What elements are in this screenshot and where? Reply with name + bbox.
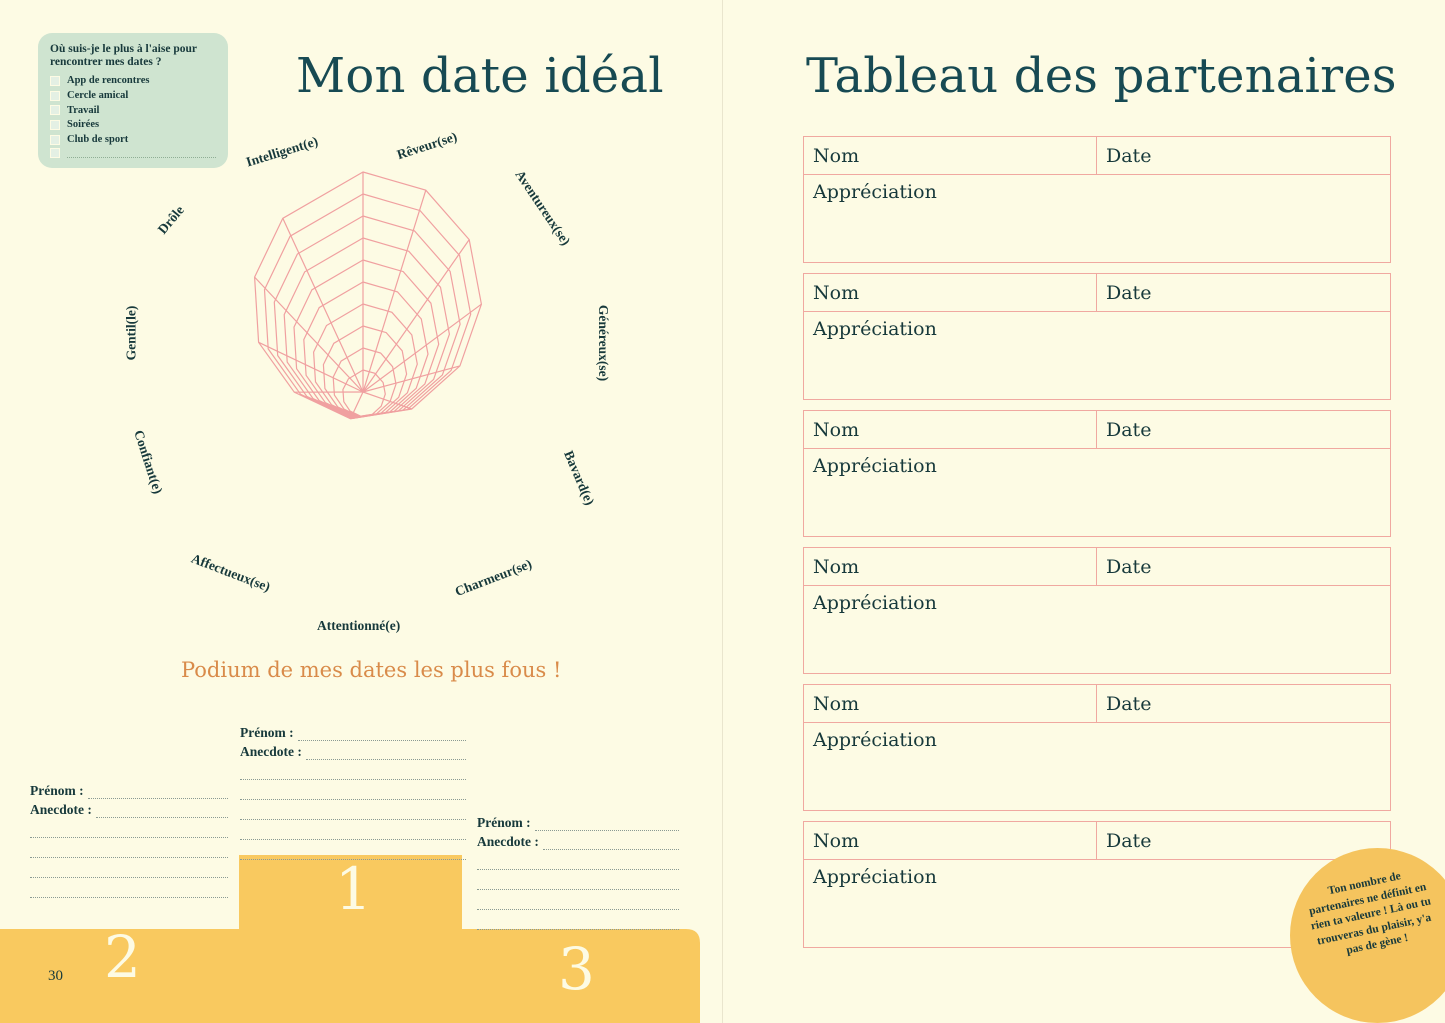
checklist-item-label: Cercle amical: [67, 90, 129, 102]
radar-axis-label-genereux: Généreux(se): [596, 304, 612, 382]
entry-anecdote-line[interactable]: [477, 870, 679, 890]
partner-card-header: [804, 274, 1390, 312]
page-title-right: Tableau des partenaires: [806, 48, 1397, 104]
entry-anecdote-line[interactable]: [30, 858, 228, 878]
radar-axis-label-attentionne: Attentionné(e): [317, 618, 401, 633]
entry-name-input[interactable]: [88, 784, 228, 799]
radar-axis-label-aventureux: Aventureux(se): [512, 167, 574, 249]
partner-card-header: [804, 822, 1390, 860]
partner-date-field[interactable]: Date: [1106, 829, 1152, 852]
entry-anecdote-line[interactable]: [30, 838, 228, 858]
entry-anecdote-row[interactable]: [30, 799, 228, 818]
entry-anecdote-label: Anecdote :: [30, 802, 92, 817]
checklist-item-label: Travail: [67, 104, 100, 116]
partner-card[interactable]: [803, 547, 1391, 674]
checklist-item-label: App de rencontres: [67, 75, 150, 87]
partner-date-field[interactable]: Date: [1106, 281, 1152, 304]
partner-appreciation-field[interactable]: Appréciation: [813, 181, 937, 203]
checkbox-icon[interactable]: [50, 120, 60, 130]
partner-card[interactable]: [803, 684, 1391, 811]
entry-anecdote-input[interactable]: [96, 803, 228, 818]
entry-anecdote-line[interactable]: [240, 760, 466, 780]
partner-date-field[interactable]: Date: [1106, 144, 1152, 167]
entry-name-label: Prénom :: [240, 725, 294, 740]
partner-name-field[interactable]: Nom: [804, 411, 1097, 448]
entry-name-row[interactable]: [477, 812, 679, 831]
radar-chart[interactable]: [95, 130, 655, 650]
partner-date-field[interactable]: Date: [1106, 418, 1152, 441]
partner-name-field[interactable]: Nom: [804, 822, 1097, 859]
page-title-left: Mon date idéal: [296, 48, 664, 104]
partner-name-field[interactable]: Nom: [804, 274, 1097, 311]
entry-anecdote-input[interactable]: [543, 835, 679, 850]
entry-anecdote-label: Anecdote :: [477, 834, 539, 849]
checkbox-icon[interactable]: [50, 91, 60, 101]
checkbox-icon[interactable]: [50, 76, 60, 86]
entry-name-row[interactable]: [30, 780, 228, 799]
partner-name-field[interactable]: Nom: [804, 685, 1097, 722]
radar-axis-label-gentil: Gentil(le): [123, 305, 139, 361]
partner-appreciation-field[interactable]: Appréciation: [813, 455, 937, 477]
checklist-item-label: Club de sport: [67, 133, 129, 145]
partner-card-header: [804, 411, 1390, 449]
checklist-item[interactable]: [50, 89, 216, 102]
partner-date-field[interactable]: Date: [1106, 555, 1152, 578]
entry-anecdote-row[interactable]: [477, 831, 679, 850]
entry-name-label: Prénom :: [477, 815, 531, 830]
checklist-item-label: Soirées: [67, 119, 100, 131]
podium-entry-1[interactable]: [240, 722, 466, 860]
partner-appreciation-field[interactable]: Appréciation: [813, 866, 937, 888]
entry-anecdote-line[interactable]: [477, 890, 679, 910]
partner-appreciation-field[interactable]: Appréciation: [813, 592, 937, 614]
sticky-note-question: Où suis-je le plus à l'aise pour rencontrer mes dates ?: [50, 43, 197, 69]
radar-axis-label-bavard: Bavard(e): [561, 448, 598, 508]
entry-anecdote-input[interactable]: [306, 745, 466, 760]
podium-subtitle: Podium de mes dates les plus fous !: [181, 658, 562, 682]
partner-date-field[interactable]: Date: [1106, 692, 1152, 715]
page-number: 30: [48, 968, 63, 984]
entry-anecdote-line[interactable]: [240, 820, 466, 840]
entry-anecdote-line[interactable]: [240, 840, 466, 860]
checkbox-icon[interactable]: [50, 105, 60, 115]
partner-appreciation-field[interactable]: Appréciation: [813, 318, 937, 340]
entry-anecdote-line[interactable]: [240, 800, 466, 820]
partner-name-field[interactable]: Nom: [804, 137, 1097, 174]
partner-card-header: [804, 685, 1390, 723]
checklist-item[interactable]: [50, 104, 216, 117]
radar-axis-label-affectueux: Affectueux(se): [189, 550, 273, 595]
radar-axis-label-reveur: Rêveur(se): [395, 128, 459, 163]
radar-axis-label-charmeur: Charmeur(se): [452, 556, 534, 600]
radar-axis-label-intelligent: Intelligent(e): [244, 133, 320, 170]
podium-place-2: 2: [104, 923, 141, 991]
partner-card[interactable]: [803, 410, 1391, 537]
encouragement-note-text: Ton nombre de partenaires ne définit en rien ta valeure ! Là ou tu trouveras du plaisir, y'a pas de gène !: [1307, 870, 1433, 957]
entry-name-input[interactable]: [535, 816, 679, 831]
partner-card[interactable]: [803, 136, 1391, 263]
entry-anecdote-row[interactable]: [240, 741, 466, 760]
checkbox-icon[interactable]: [50, 135, 60, 145]
entry-anecdote-line[interactable]: [30, 818, 228, 838]
entry-name-label: Prénom :: [30, 783, 84, 798]
radar-axis-label-confiant: Confiant(e): [131, 428, 166, 496]
radar-axis-label-drole: Drôle: [154, 202, 187, 237]
partner-name-field[interactable]: Nom: [804, 548, 1097, 585]
checkbox-icon[interactable]: [50, 148, 60, 158]
partner-appreciation-field[interactable]: Appréciation: [813, 729, 937, 751]
partner-card-header: [804, 137, 1390, 175]
entry-name-input[interactable]: [298, 726, 466, 741]
podium-entry-3[interactable]: [477, 812, 679, 930]
entry-name-row[interactable]: [240, 722, 466, 741]
podium-place-1: 1: [335, 855, 372, 923]
partner-card-header: [804, 548, 1390, 586]
partners-table: [803, 136, 1391, 958]
entry-anecdote-line[interactable]: [30, 878, 228, 898]
podium-place-3: 3: [558, 935, 595, 1003]
entry-anecdote-label: Anecdote :: [240, 744, 302, 759]
entry-anecdote-line[interactable]: [477, 910, 679, 930]
podium-entry-2[interactable]: [30, 780, 228, 898]
page-divider: [722, 0, 723, 1023]
partner-card[interactable]: [803, 273, 1391, 400]
entry-anecdote-line[interactable]: [240, 780, 466, 800]
encouragement-note: [1290, 848, 1445, 1023]
entry-anecdote-line[interactable]: [477, 850, 679, 870]
checklist-item[interactable]: [50, 74, 216, 87]
